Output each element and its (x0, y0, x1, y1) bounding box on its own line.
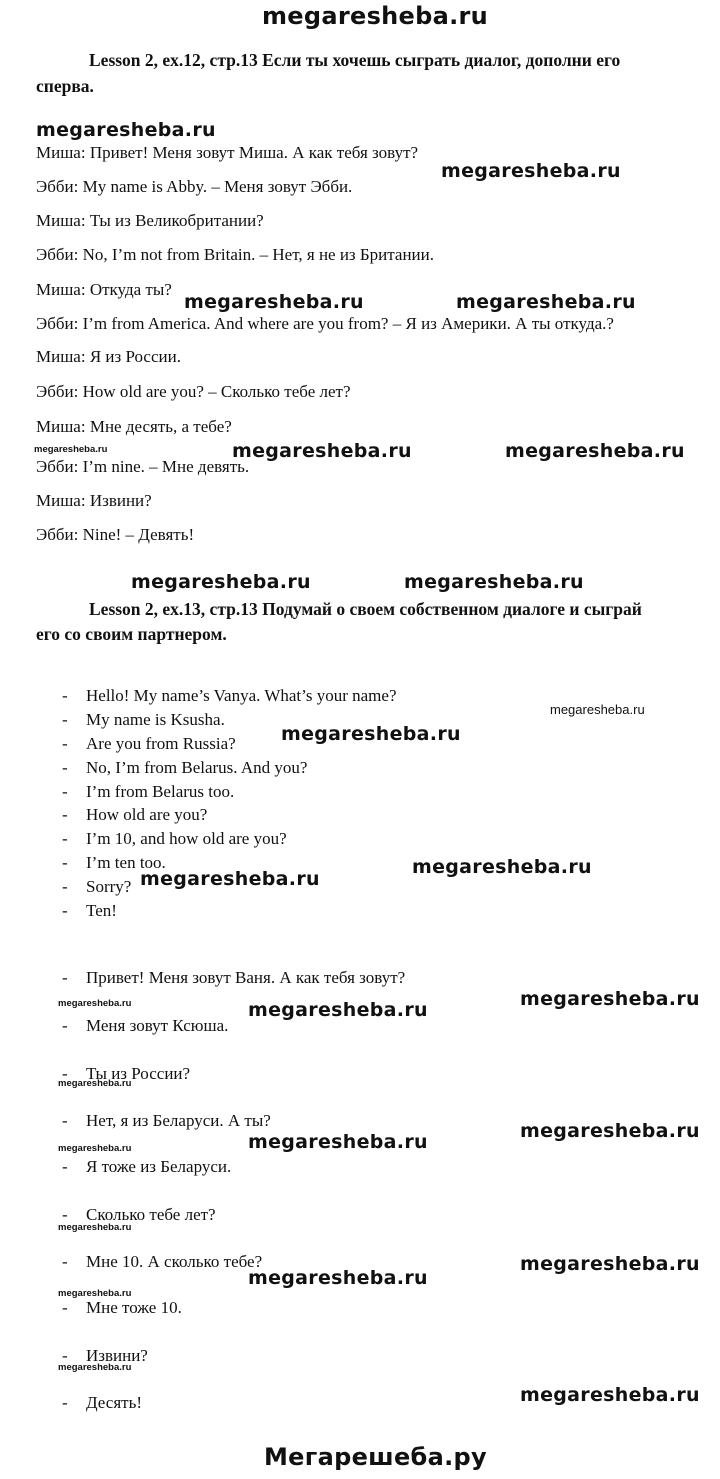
dialogue-line: Эбби: No, I’m not from Britain. – Нет, я не из Британии. (36, 245, 434, 264)
watermark: megaresheba.ru (520, 988, 700, 1010)
watermark: megaresheba.ru (34, 444, 108, 455)
exercise-13-heading: Lesson 2, ex.13, стр.13 Подумай о своем собственном диалоге и сыграй (89, 599, 642, 619)
watermark: megaresheba.ru (131, 571, 311, 593)
dialogue-line: Эбби: I’m nine. – Мне девять. (36, 457, 250, 476)
dialogue-line: Миша: Ты из Великобритании? (36, 211, 264, 230)
watermark: megaresheba.ru (58, 1143, 132, 1154)
watermark: megaresheba.ru (520, 1253, 700, 1275)
dialogue-line: Миша: Откуда ты? (36, 280, 172, 299)
watermark: megaresheba.ru (58, 1362, 132, 1373)
site-header: megaresheba.ru (262, 2, 489, 30)
watermark: megaresheba.ru (248, 1267, 428, 1289)
watermark: megaresheba.ru (36, 119, 216, 141)
watermark: megaresheba.ru (441, 160, 621, 182)
dialogue-line: Эбби: How old are you? – Сколько тебе лет? (36, 382, 351, 401)
watermark: megaresheba.ru (281, 723, 461, 745)
watermark: megaresheba.ru (58, 1078, 132, 1089)
watermark: megaresheba.ru (248, 999, 428, 1021)
dialogue-line: Эбби: I’m from America. And where are you from? – Я из Америки. А ты откуда.? (36, 314, 614, 333)
exercise-12-heading-cont: сперва. (36, 76, 94, 96)
dialogue-line: Миша: Я из России. (36, 347, 181, 366)
dialogue-line: Миша: Мне десять, а тебе? (36, 417, 232, 436)
site-footer: Мегарешеба.ру (264, 1443, 487, 1471)
watermark: megaresheba.ru (248, 1131, 428, 1153)
watermark: megaresheba.ru (520, 1120, 700, 1142)
watermark: megaresheba.ru (456, 291, 636, 313)
watermark: megaresheba.ru (412, 856, 592, 878)
dialogue-line: Эбби: My name is Abby. – Меня зовут Эбби. (36, 177, 353, 196)
watermark: megaresheba.ru (232, 440, 412, 462)
watermark: megaresheba.ru (140, 868, 320, 890)
watermark: megaresheba.ru (184, 291, 364, 313)
watermark: megaresheba.ru (58, 998, 132, 1009)
watermark: megaresheba.ru (520, 1384, 700, 1406)
watermark: megaresheba.ru (505, 440, 685, 462)
watermark: megaresheba.ru (58, 1222, 132, 1233)
exercise-12-heading: Lesson 2, ex.12, стр.13 Если ты хочешь сыграть диалог, дополни его (89, 50, 621, 70)
watermark: megaresheba.ru (404, 571, 584, 593)
exercise-13-heading-cont: его со своим партнером. (36, 624, 227, 644)
dialogue-line: Эбби: Nine! – Девять! (36, 525, 195, 544)
watermark: megaresheba.ru (58, 1288, 132, 1299)
dialogue-line: Миша: Извини? (36, 491, 152, 510)
dialogue-line: Миша: Привет! Меня зовут Миша. А как тебя зовут? (36, 143, 419, 162)
watermark: megaresheba.ru (550, 702, 645, 717)
